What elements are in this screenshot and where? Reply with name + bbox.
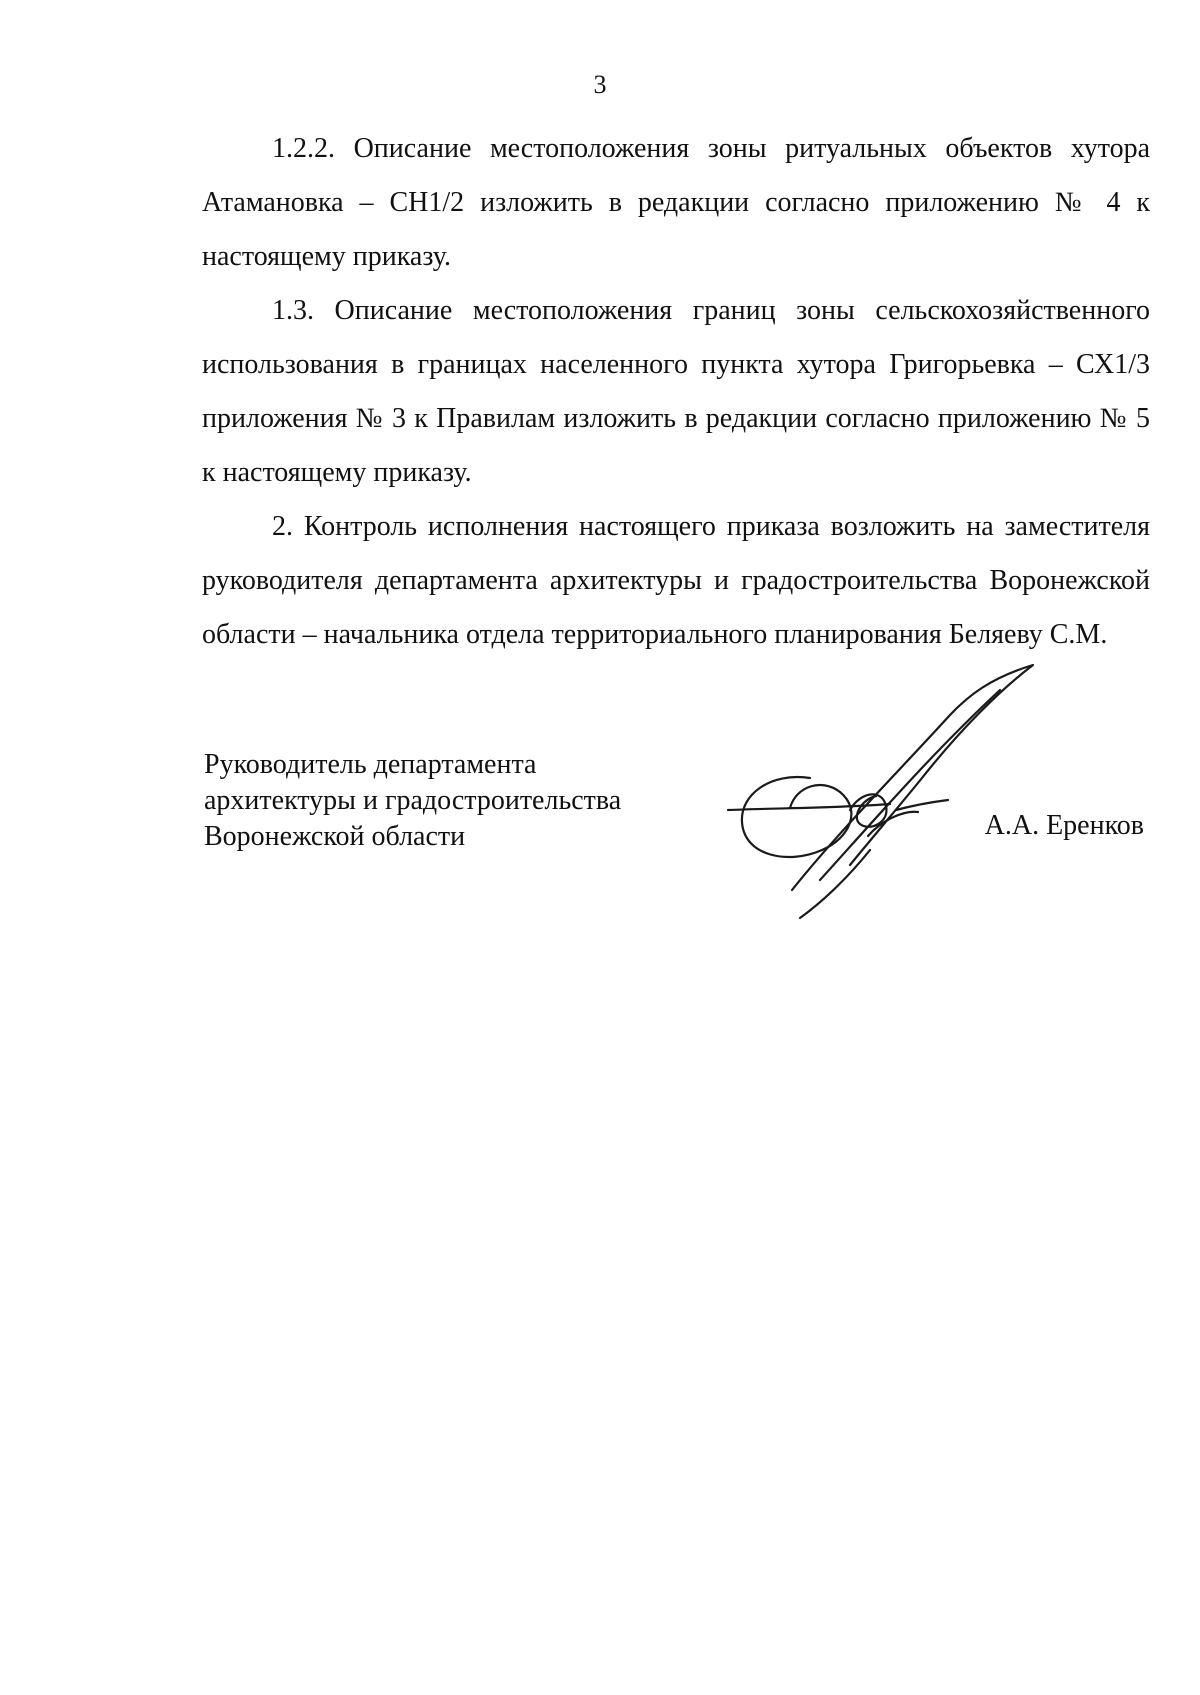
signer-position xyxy=(204,747,764,855)
signer-position-line-3: Воронежской области xyxy=(204,821,466,852)
signer-name: А.А. Еренков xyxy=(984,810,1144,841)
paragraph-2: 2. Контроль исполнения настоящего приказа возложить на заместителя руководителя департамента архитектуры и градостроительства Воронежской области – начальника отдела территориального планирования Беляеву С.М. xyxy=(202,511,1150,650)
signer-position-line-1: Руководитель департамента xyxy=(204,749,537,780)
signer-position-line-2: архитектуры и градостроительства xyxy=(204,785,622,816)
paragraph-1-2-2: 1.2.2. Описание местоположения зоны ритуальных объектов хутора Атамановка – СН1/2 изложить в редакции согласно приложению № 4 к настоящему приказу. xyxy=(202,133,1150,272)
document-body xyxy=(202,122,1150,662)
paragraph-1-3: 1.3. Описание местоположения границ зоны сельскохозяйственного использования в границах населенного пункта хутора Григорьевка – СХ1/3 приложения № 3 к Правилам изложить в редакции согласно приложению № 5 к настоящему приказу. xyxy=(202,295,1150,488)
handwritten-signature xyxy=(700,660,1040,920)
page-number: 3 xyxy=(593,70,607,99)
